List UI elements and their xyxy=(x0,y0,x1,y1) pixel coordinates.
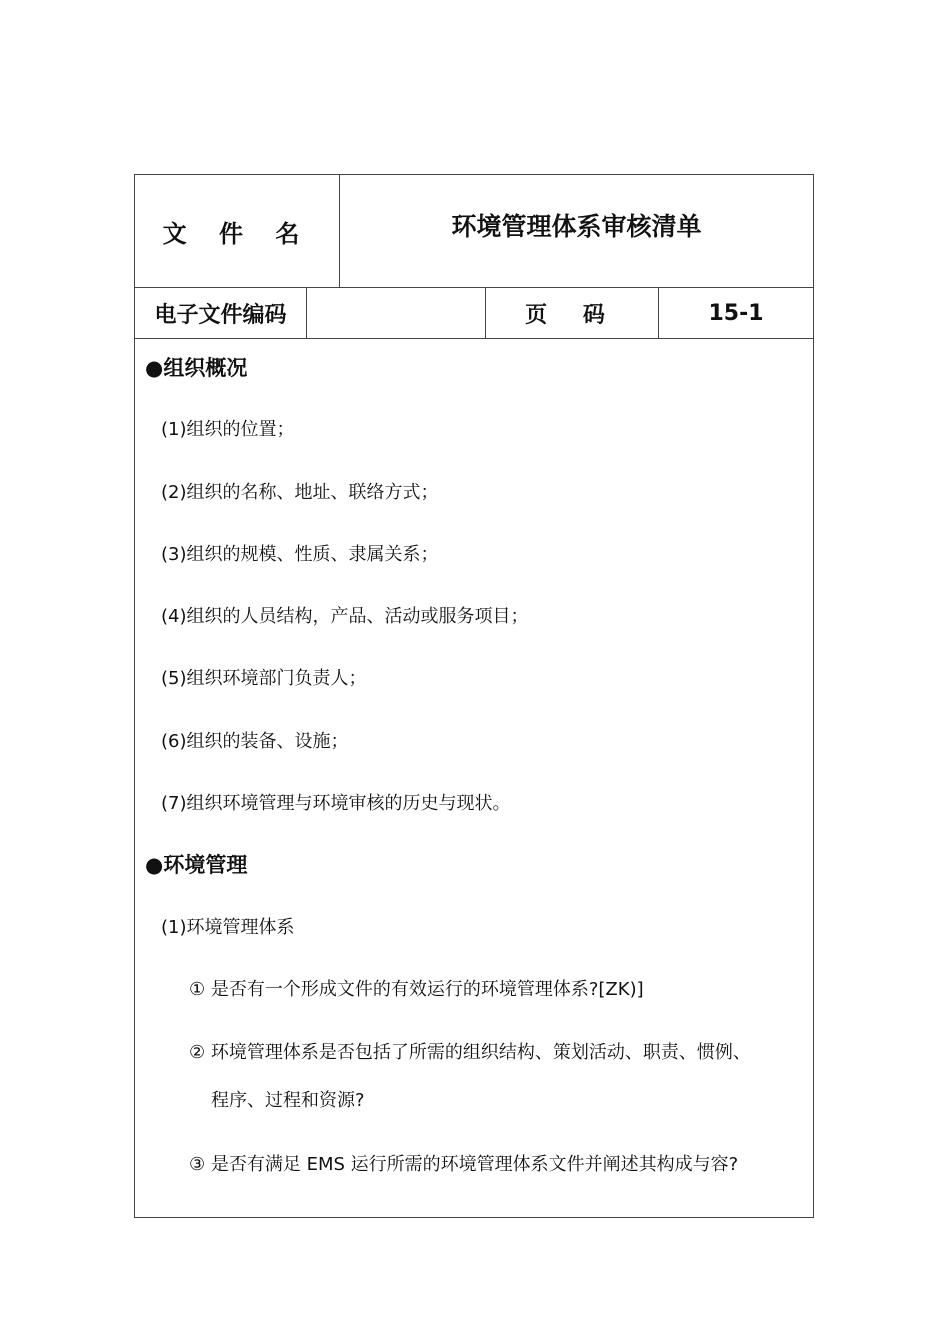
list-item: (5)组织环境部门负责人； xyxy=(161,668,367,689)
question-item: ③ 是否有满足 EMS 运行所需的环境管理体系文件并阐述其构成与容? xyxy=(189,1154,739,1175)
page-label: 页 码 xyxy=(486,288,659,338)
list-item: (7)组织环境管理与环境审核的历史与现状。 xyxy=(161,793,511,814)
document-title: 环境管理体系审核清单 xyxy=(451,212,702,241)
section-heading: ●组织概况 xyxy=(145,356,248,380)
file-name-label: 文 件 名 xyxy=(135,175,340,287)
page-number: 15-1 xyxy=(708,300,764,326)
list-item: (3)组织的规模、性质、隶属关系； xyxy=(161,544,439,565)
document-form xyxy=(134,174,814,1218)
subsection-heading: (1)环境管理体系 xyxy=(161,917,295,938)
header-row-code xyxy=(135,288,813,339)
checklist-body xyxy=(135,339,813,1217)
list-item: (2)组织的名称、地址、联络方式； xyxy=(161,482,439,503)
header-row-title xyxy=(135,175,813,288)
e-file-code-value xyxy=(307,288,486,338)
question-item-continued: 程序、过程和资源? xyxy=(211,1090,365,1111)
section-heading: ●环境管理 xyxy=(145,853,248,877)
e-file-code-label: 电子文件编码 xyxy=(135,288,307,338)
list-item: (1)组织的位置； xyxy=(161,419,295,440)
list-item: (6)组织的装备、设施； xyxy=(161,731,349,752)
question-item: ② 环境管理体系是否包括了所需的组织结构、策划活动、职责、惯例、 xyxy=(189,1042,751,1063)
list-item: (4)组织的人员结构，产品、活动或服务项目； xyxy=(161,606,529,627)
question-item: ① 是否有一个形成文件的有效运行的环境管理体系?[ZK)] xyxy=(189,979,644,1000)
